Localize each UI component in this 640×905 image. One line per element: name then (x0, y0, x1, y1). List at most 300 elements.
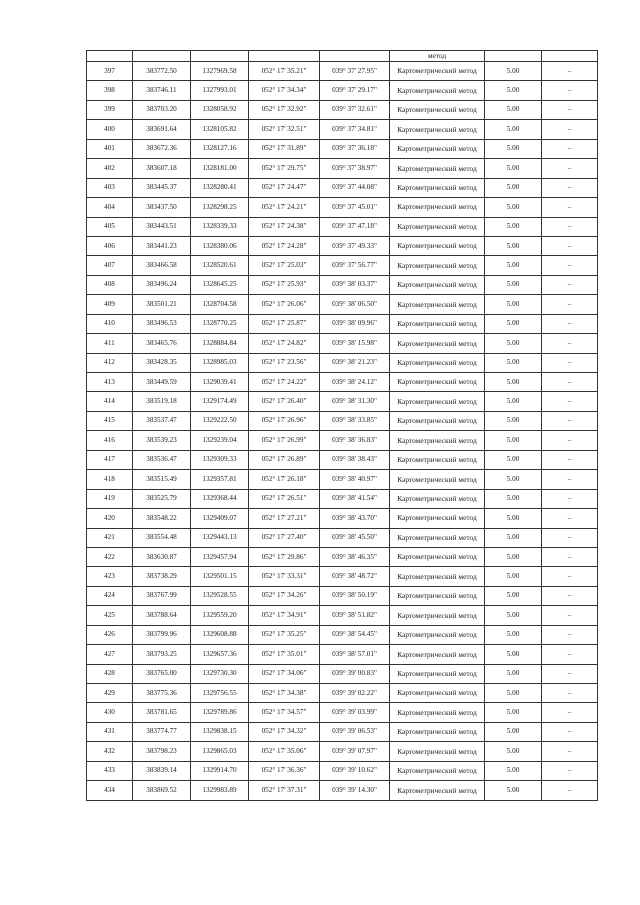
table-row (87, 606, 598, 625)
y-coordinate-cell: 1329409.07 (191, 509, 249, 528)
point-number-cell: 399 (87, 100, 133, 119)
x-coordinate-cell: 383428.35 (133, 353, 191, 372)
latitude-cell: 052° 17' 34.57" (249, 703, 320, 722)
note-cell: – (542, 256, 598, 275)
note-cell: – (542, 120, 598, 139)
method-cell: Картометрический метод (390, 528, 485, 547)
latitude-cell: 052° 17' 34.06" (249, 664, 320, 683)
accuracy-cell: 5.00 (485, 178, 542, 197)
point-number-cell: 412 (87, 353, 133, 372)
y-coordinate-cell: 1328645.25 (191, 275, 249, 294)
longitude-cell: 039° 37' 29.17" (320, 81, 390, 100)
table-row (87, 586, 598, 605)
method-cell: Картометрический метод (390, 256, 485, 275)
x-coordinate-cell: 383496.53 (133, 314, 191, 333)
y-coordinate-cell: 1329914.70 (191, 761, 249, 780)
y-coordinate-cell: 1328105.82 (191, 120, 249, 139)
latitude-cell: 052° 17' 23.56" (249, 353, 320, 372)
x-coordinate-cell: 383788.64 (133, 606, 191, 625)
longitude-cell: 039° 38' 43.70" (320, 509, 390, 528)
accuracy-cell: 5.00 (485, 781, 542, 800)
x-coordinate-cell: 383548.22 (133, 509, 191, 528)
y-coordinate-cell: 1329239.04 (191, 431, 249, 450)
note-cell: – (542, 295, 598, 314)
table-row (87, 781, 598, 800)
note-cell: – (542, 761, 598, 780)
method-cell: Картометрический метод (390, 781, 485, 800)
longitude-cell: 039° 38' 41.54" (320, 489, 390, 508)
longitude-cell: 039° 38' 40.97" (320, 470, 390, 489)
point-number-cell: 403 (87, 178, 133, 197)
point-number-cell: 427 (87, 645, 133, 664)
accuracy-cell: 5.00 (485, 470, 542, 489)
note-cell: – (542, 625, 598, 644)
longitude-cell: 039° 37' 27.95" (320, 62, 390, 81)
longitude-cell: 039° 38' 36.83" (320, 431, 390, 450)
latitude-cell: 052° 17' 29.75" (249, 159, 320, 178)
accuracy-cell: 5.00 (485, 295, 542, 314)
x-coordinate-cell: 383793.25 (133, 645, 191, 664)
table-row (87, 450, 598, 469)
latitude-cell: 052° 17' 35.21" (249, 62, 320, 81)
point-number-cell: 428 (87, 664, 133, 683)
longitude-cell: 039° 37' 32.61" (320, 100, 390, 119)
table-row (87, 81, 598, 100)
note-cell: – (542, 314, 598, 333)
accuracy-cell: 5.00 (485, 509, 542, 528)
table-cell (485, 51, 542, 62)
table-row (87, 742, 598, 761)
table-row (87, 295, 598, 314)
x-coordinate-cell: 383781.65 (133, 703, 191, 722)
note-cell: – (542, 217, 598, 236)
point-number-cell: 411 (87, 334, 133, 353)
accuracy-cell: 5.00 (485, 703, 542, 722)
longitude-cell: 039° 38' 24.12" (320, 373, 390, 392)
longitude-cell: 039° 39' 07.97" (320, 742, 390, 761)
y-coordinate-cell: 1329457.94 (191, 547, 249, 566)
latitude-cell: 052° 17' 32.51" (249, 120, 320, 139)
note-cell: – (542, 353, 598, 372)
latitude-cell: 052° 17' 24.47" (249, 178, 320, 197)
longitude-cell: 039° 38' 15.98" (320, 334, 390, 353)
note-cell: – (542, 528, 598, 547)
longitude-cell: 039° 38' 31.30" (320, 392, 390, 411)
table-row (87, 664, 598, 683)
accuracy-cell: 5.00 (485, 684, 542, 703)
note-cell: – (542, 100, 598, 119)
method-cell: Картометрический метод (390, 178, 485, 197)
method-cell: Картометрический метод (390, 684, 485, 703)
accuracy-cell: 5.00 (485, 392, 542, 411)
table-row (87, 217, 598, 236)
longitude-cell: 039° 37' 49.33" (320, 236, 390, 255)
latitude-cell: 052° 17' 25.93" (249, 275, 320, 294)
table-row (87, 567, 598, 586)
longitude-cell: 039° 38' 45.50" (320, 528, 390, 547)
note-cell: – (542, 509, 598, 528)
method-cell: Картометрический метод (390, 547, 485, 566)
table-row (87, 100, 598, 119)
x-coordinate-cell: 383445.37 (133, 178, 191, 197)
point-number-cell: 404 (87, 198, 133, 217)
point-number-cell: 423 (87, 567, 133, 586)
y-coordinate-cell: 1329865.03 (191, 742, 249, 761)
method-cell: Картометрический метод (390, 62, 485, 81)
latitude-cell: 052° 17' 27.40" (249, 528, 320, 547)
note-cell: – (542, 606, 598, 625)
y-coordinate-cell: 1329983.89 (191, 781, 249, 800)
note-cell: – (542, 236, 598, 255)
table-row (87, 392, 598, 411)
accuracy-cell: 5.00 (485, 761, 542, 780)
x-coordinate-cell: 383496.24 (133, 275, 191, 294)
x-coordinate-cell: 383536.47 (133, 450, 191, 469)
longitude-cell: 039° 38' 21.23" (320, 353, 390, 372)
note-cell: – (542, 684, 598, 703)
note-cell: – (542, 547, 598, 566)
note-cell: – (542, 489, 598, 508)
y-coordinate-cell: 1329309.33 (191, 450, 249, 469)
note-cell: – (542, 431, 598, 450)
note-cell: – (542, 567, 598, 586)
x-coordinate-cell: 383449.59 (133, 373, 191, 392)
longitude-cell: 039° 38' 54.45" (320, 625, 390, 644)
note-cell: – (542, 62, 598, 81)
accuracy-cell: 5.00 (485, 586, 542, 605)
method-cell: Картометрический метод (390, 120, 485, 139)
table-row (87, 198, 598, 217)
y-coordinate-cell: 1329789.86 (191, 703, 249, 722)
note-cell: – (542, 586, 598, 605)
point-number-cell: 422 (87, 547, 133, 566)
method-cell: Картометрический метод (390, 742, 485, 761)
y-coordinate-cell: 1329657.36 (191, 645, 249, 664)
accuracy-cell: 5.00 (485, 742, 542, 761)
table-body (87, 51, 598, 801)
x-coordinate-cell: 383746.11 (133, 81, 191, 100)
accuracy-cell: 5.00 (485, 236, 542, 255)
point-number-cell: 430 (87, 703, 133, 722)
table-cell (133, 51, 191, 62)
y-coordinate-cell: 1328380.06 (191, 236, 249, 255)
method-cell: Картометрический метод (390, 470, 485, 489)
point-number-cell: 421 (87, 528, 133, 547)
table-cell (87, 51, 133, 62)
table-row (87, 528, 598, 547)
y-coordinate-cell: 1327969.58 (191, 62, 249, 81)
latitude-cell: 052° 17' 34.32" (249, 722, 320, 741)
note-cell: – (542, 373, 598, 392)
x-coordinate-cell: 383466.58 (133, 256, 191, 275)
latitude-cell: 052° 17' 29.86" (249, 547, 320, 566)
longitude-cell: 039° 37' 34.81" (320, 120, 390, 139)
note-cell: – (542, 664, 598, 683)
x-coordinate-cell: 383869.52 (133, 781, 191, 800)
point-number-cell: 433 (87, 761, 133, 780)
longitude-cell: 039° 39' 02.22" (320, 684, 390, 703)
latitude-cell: 052° 17' 33.31" (249, 567, 320, 586)
point-number-cell: 397 (87, 62, 133, 81)
longitude-cell: 039° 39' 00.83" (320, 664, 390, 683)
method-cell: Картометрический метод (390, 586, 485, 605)
table-row (87, 489, 598, 508)
x-coordinate-cell: 383537.47 (133, 411, 191, 430)
accuracy-cell: 5.00 (485, 353, 542, 372)
longitude-cell: 039° 38' 38.43" (320, 450, 390, 469)
latitude-cell: 052° 17' 37.31" (249, 781, 320, 800)
latitude-cell: 052° 17' 35.25" (249, 625, 320, 644)
point-number-cell: 434 (87, 781, 133, 800)
x-coordinate-cell: 383772.50 (133, 62, 191, 81)
method-cell: Картометрический метод (390, 81, 485, 100)
y-coordinate-cell: 1329039.41 (191, 373, 249, 392)
method-cell: Картометрический метод (390, 509, 485, 528)
method-cell: Картометрический метод (390, 411, 485, 430)
method-cell-continued: метод (390, 51, 485, 62)
longitude-cell: 039° 37' 47.18" (320, 217, 390, 236)
x-coordinate-cell: 383672.36 (133, 139, 191, 158)
accuracy-cell: 5.00 (485, 450, 542, 469)
point-number-cell: 406 (87, 236, 133, 255)
table-row (87, 120, 598, 139)
latitude-cell: 052° 17' 24.28" (249, 236, 320, 255)
y-coordinate-cell: 1328127.16 (191, 139, 249, 158)
table-row (87, 411, 598, 430)
accuracy-cell: 5.00 (485, 373, 542, 392)
method-cell: Картометрический метод (390, 198, 485, 217)
x-coordinate-cell: 383691.64 (133, 120, 191, 139)
x-coordinate-cell: 383630.87 (133, 547, 191, 566)
table-row (87, 722, 598, 741)
point-number-cell: 402 (87, 159, 133, 178)
table-row (87, 178, 598, 197)
x-coordinate-cell: 383441.23 (133, 236, 191, 255)
y-coordinate-cell: 1328280.41 (191, 178, 249, 197)
method-cell: Картометрический метод (390, 431, 485, 450)
table-row (87, 509, 598, 528)
longitude-cell: 039° 39' 14.30" (320, 781, 390, 800)
point-number-cell: 418 (87, 470, 133, 489)
x-coordinate-cell: 383774.77 (133, 722, 191, 741)
note-cell: – (542, 275, 598, 294)
table-row (87, 256, 598, 275)
y-coordinate-cell: 1329222.50 (191, 411, 249, 430)
y-coordinate-cell: 1328704.58 (191, 295, 249, 314)
accuracy-cell: 5.00 (485, 664, 542, 683)
longitude-cell: 039° 39' 06.53" (320, 722, 390, 741)
method-cell: Картометрический метод (390, 217, 485, 236)
accuracy-cell: 5.00 (485, 547, 542, 566)
method-cell: Картометрический метод (390, 392, 485, 411)
x-coordinate-cell: 383519.18 (133, 392, 191, 411)
y-coordinate-cell: 1329528.55 (191, 586, 249, 605)
accuracy-cell: 5.00 (485, 645, 542, 664)
longitude-cell: 039° 37' 45.01" (320, 198, 390, 217)
method-cell: Картометрический метод (390, 645, 485, 664)
note-cell: – (542, 198, 598, 217)
x-coordinate-cell: 383799.96 (133, 625, 191, 644)
note-cell: – (542, 470, 598, 489)
latitude-cell: 052° 17' 34.91" (249, 606, 320, 625)
point-number-cell: 429 (87, 684, 133, 703)
longitude-cell: 039° 38' 51.82" (320, 606, 390, 625)
y-coordinate-cell: 1329559.20 (191, 606, 249, 625)
method-cell: Картометрический метод (390, 703, 485, 722)
accuracy-cell: 5.00 (485, 431, 542, 450)
note-cell: – (542, 81, 598, 100)
note-cell: – (542, 703, 598, 722)
point-number-cell: 414 (87, 392, 133, 411)
point-number-cell: 410 (87, 314, 133, 333)
y-coordinate-cell: 1328298.25 (191, 198, 249, 217)
table-row (87, 353, 598, 372)
accuracy-cell: 5.00 (485, 81, 542, 100)
longitude-cell: 039° 38' 46.35" (320, 547, 390, 566)
method-cell: Картометрический метод (390, 722, 485, 741)
latitude-cell: 052° 17' 27.21" (249, 509, 320, 528)
point-number-cell: 408 (87, 275, 133, 294)
longitude-cell: 039° 39' 10.62" (320, 761, 390, 780)
table-row (87, 547, 598, 566)
point-number-cell: 398 (87, 81, 133, 100)
y-coordinate-cell: 1328770.25 (191, 314, 249, 333)
longitude-cell: 039° 38' 57.01" (320, 645, 390, 664)
point-number-cell: 419 (87, 489, 133, 508)
latitude-cell: 052° 17' 24.82" (249, 334, 320, 353)
y-coordinate-cell: 1328985.03 (191, 353, 249, 372)
y-coordinate-cell: 1329443.13 (191, 528, 249, 547)
accuracy-cell: 5.00 (485, 100, 542, 119)
point-number-cell: 417 (87, 450, 133, 469)
table-row (87, 470, 598, 489)
method-cell: Картометрический метод (390, 236, 485, 255)
point-number-cell: 413 (87, 373, 133, 392)
x-coordinate-cell: 383465.76 (133, 334, 191, 353)
latitude-cell: 052° 17' 26.96" (249, 411, 320, 430)
point-number-cell: 409 (87, 295, 133, 314)
method-cell: Картометрический метод (390, 761, 485, 780)
x-coordinate-cell: 383775.36 (133, 684, 191, 703)
y-coordinate-cell: 1328339.33 (191, 217, 249, 236)
longitude-cell: 039° 38' 06.50" (320, 295, 390, 314)
accuracy-cell: 5.00 (485, 567, 542, 586)
coordinates-table (86, 50, 598, 801)
note-cell: – (542, 411, 598, 430)
point-number-cell: 424 (87, 586, 133, 605)
table-cell (191, 51, 249, 62)
table-row-continued (87, 51, 598, 62)
x-coordinate-cell: 383539.23 (133, 431, 191, 450)
table-row (87, 236, 598, 255)
latitude-cell: 052° 17' 35.06" (249, 742, 320, 761)
accuracy-cell: 5.00 (485, 139, 542, 158)
accuracy-cell: 5.00 (485, 198, 542, 217)
latitude-cell: 052° 17' 24.22" (249, 373, 320, 392)
accuracy-cell: 5.00 (485, 489, 542, 508)
accuracy-cell: 5.00 (485, 217, 542, 236)
point-number-cell: 407 (87, 256, 133, 275)
method-cell: Картометрический метод (390, 295, 485, 314)
y-coordinate-cell: 1329501.15 (191, 567, 249, 586)
accuracy-cell: 5.00 (485, 722, 542, 741)
accuracy-cell: 5.00 (485, 314, 542, 333)
note-cell: – (542, 722, 598, 741)
point-number-cell: 425 (87, 606, 133, 625)
x-coordinate-cell: 383437.50 (133, 198, 191, 217)
x-coordinate-cell: 383703.20 (133, 100, 191, 119)
table-row (87, 314, 598, 333)
y-coordinate-cell: 1328181.00 (191, 159, 249, 178)
accuracy-cell: 5.00 (485, 625, 542, 644)
longitude-cell: 039° 38' 33.85" (320, 411, 390, 430)
table-row (87, 431, 598, 450)
x-coordinate-cell: 383515.49 (133, 470, 191, 489)
note-cell: – (542, 781, 598, 800)
method-cell: Картометрический метод (390, 606, 485, 625)
x-coordinate-cell: 383798.23 (133, 742, 191, 761)
latitude-cell: 052° 17' 25.03" (249, 256, 320, 275)
note-cell: – (542, 392, 598, 411)
point-number-cell: 432 (87, 742, 133, 761)
y-coordinate-cell: 1329838.15 (191, 722, 249, 741)
latitude-cell: 052° 17' 36.36" (249, 761, 320, 780)
longitude-cell: 039° 37' 44.08" (320, 178, 390, 197)
latitude-cell: 052° 17' 34.26" (249, 586, 320, 605)
method-cell: Картометрический метод (390, 567, 485, 586)
point-number-cell: 416 (87, 431, 133, 450)
longitude-cell: 039° 37' 36.18" (320, 139, 390, 158)
note-cell: – (542, 450, 598, 469)
latitude-cell: 052° 17' 26.40" (249, 392, 320, 411)
table-row (87, 62, 598, 81)
x-coordinate-cell: 383443.51 (133, 217, 191, 236)
y-coordinate-cell: 1328884.84 (191, 334, 249, 353)
longitude-cell: 039° 39' 03.99" (320, 703, 390, 722)
latitude-cell: 052° 17' 26.89" (249, 450, 320, 469)
method-cell: Картометрический метод (390, 159, 485, 178)
longitude-cell: 039° 37' 56.77" (320, 256, 390, 275)
method-cell: Картометрический метод (390, 275, 485, 294)
latitude-cell: 052° 17' 35.01" (249, 645, 320, 664)
note-cell: – (542, 645, 598, 664)
accuracy-cell: 5.00 (485, 62, 542, 81)
table-row (87, 275, 598, 294)
table-row (87, 159, 598, 178)
longitude-cell: 039° 38' 48.72" (320, 567, 390, 586)
point-number-cell: 405 (87, 217, 133, 236)
x-coordinate-cell: 383525.79 (133, 489, 191, 508)
method-cell: Картометрический метод (390, 664, 485, 683)
method-cell: Картометрический метод (390, 489, 485, 508)
method-cell: Картометрический метод (390, 314, 485, 333)
latitude-cell: 052° 17' 26.06" (249, 295, 320, 314)
point-number-cell: 401 (87, 139, 133, 158)
latitude-cell: 052° 17' 26.18" (249, 470, 320, 489)
accuracy-cell: 5.00 (485, 159, 542, 178)
accuracy-cell: 5.00 (485, 275, 542, 294)
y-coordinate-cell: 1328520.61 (191, 256, 249, 275)
method-cell: Картометрический метод (390, 450, 485, 469)
x-coordinate-cell: 383765.00 (133, 664, 191, 683)
accuracy-cell: 5.00 (485, 120, 542, 139)
latitude-cell: 052° 17' 32.92" (249, 100, 320, 119)
x-coordinate-cell: 383839.14 (133, 761, 191, 780)
point-number-cell: 426 (87, 625, 133, 644)
table-cell (249, 51, 320, 62)
y-coordinate-cell: 1327993.01 (191, 81, 249, 100)
accuracy-cell: 5.00 (485, 334, 542, 353)
